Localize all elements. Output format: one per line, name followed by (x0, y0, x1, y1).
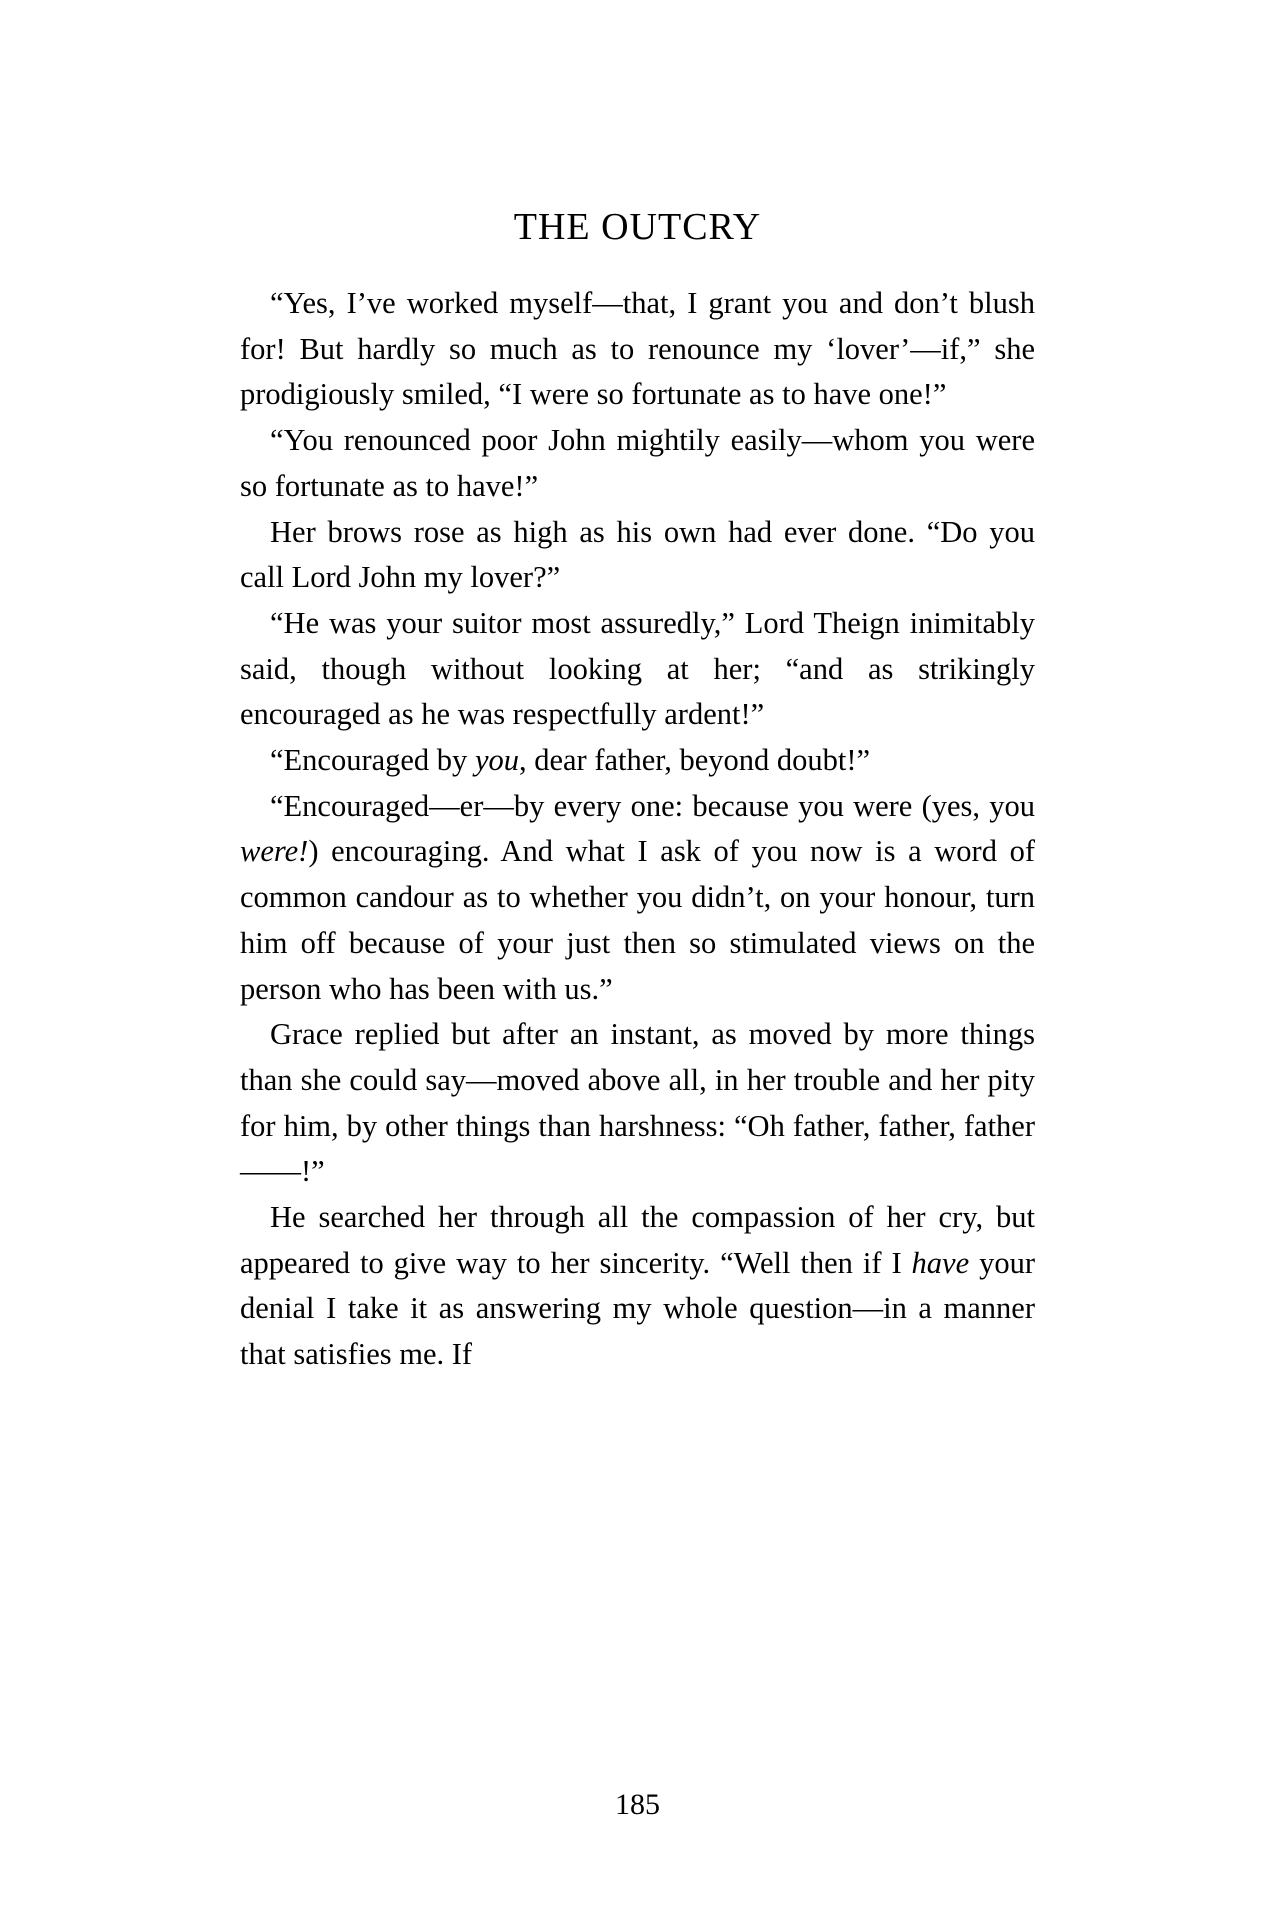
italic-text: you (474, 743, 519, 778)
paragraph (240, 1012, 1035, 1195)
running-head: THE OUTCRY (513, 206, 762, 248)
text-segment: “Yes, I’ve worked myself—that, I grant you and don’t blush for! But hardly so much as to renounce my ‘lover’—if,” she prodigiously smiled, “I were so fortunate as to have one!” (240, 286, 1035, 412)
text-segment: “He was your suitor most assuredly,” Lord Theign inimitably said, though without looking at her; “and as strikingly encouraged as he was respectfully ardent!” (240, 605, 1035, 732)
text-segment: “Encouraged—er—by every one: because you were (yes, you (270, 788, 1035, 823)
text-segment: “You renounced poor John mightily easily—whom you were so fortunate as to have!” (240, 423, 1035, 503)
italic-text: were! (240, 834, 309, 869)
italic-text: have (911, 1245, 970, 1280)
text-segment: ) encouraging. And what I ask of you now is a word of common candour as to whether you didn’t, on your honour, turn him off because of your just then so stimulated views on the person who has been with us.” (240, 834, 1035, 1006)
paragraph (240, 418, 1035, 509)
paragraph (240, 738, 1035, 784)
paragraph (240, 510, 1035, 601)
text-segment: Her brows rose as high as his own had ever done. “Do you call Lord John my lover?” (240, 514, 1035, 595)
text-segment: He searched her through all the compassion of her cry, but appeared to give way to her sincerity. “Well then if I (240, 1200, 1035, 1280)
text-segment: Grace replied but after an instant, as moved by more things than she could say—moved above all, in her trouble and her pity for him, by other things than harshness: “Oh father, father, father——!” (240, 1017, 1035, 1189)
text-segment: your denial I take it as answering my whole question—in a manner that satisfies me. If (240, 1245, 1035, 1372)
paragraph (240, 601, 1035, 738)
text-segment: “Encouraged by (270, 743, 475, 778)
paragraph (240, 784, 1035, 1013)
text-segment: , dear father, beyond doubt!” (518, 743, 871, 778)
page-number: 185 (615, 1788, 660, 1821)
paragraph (240, 1195, 1035, 1378)
paragraph (240, 281, 1035, 418)
body-text (240, 281, 1035, 1378)
